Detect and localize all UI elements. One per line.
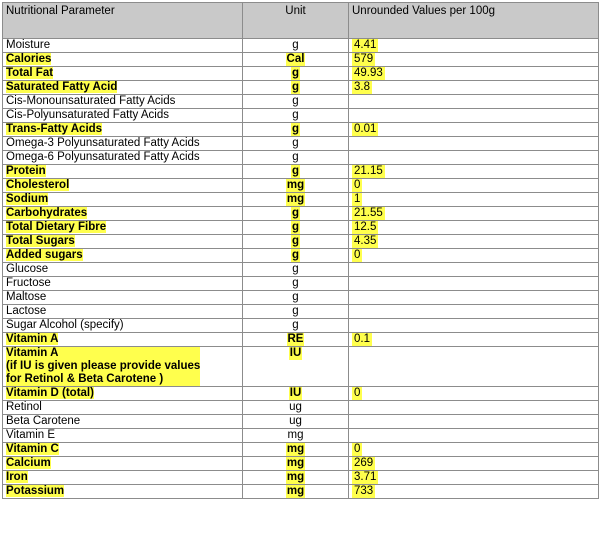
- header-unit-label: Unit: [285, 5, 306, 17]
- unit-cell: [243, 235, 349, 249]
- header-parameter-label: Nutritional Parameter: [6, 5, 115, 17]
- unit-label: g: [292, 95, 299, 107]
- header-value-label: Unrounded Values per 100g: [352, 5, 496, 17]
- table-row: [3, 235, 599, 249]
- value-label: 0: [354, 443, 361, 455]
- table-row: [3, 109, 599, 123]
- header-unit: [243, 3, 349, 39]
- param-label: Calcium: [6, 457, 51, 469]
- unit-label: RE: [287, 333, 304, 345]
- param-cell: [3, 387, 243, 401]
- unit-label: ug: [289, 401, 302, 413]
- unit-label: g: [291, 67, 300, 79]
- param-label: Fructose: [6, 277, 51, 289]
- param-label: Total Fat: [6, 67, 54, 79]
- param-cell: [3, 53, 243, 67]
- param-cell: [3, 193, 243, 207]
- value-cell: [349, 443, 599, 457]
- param-cell: [3, 415, 243, 429]
- unit-label: mg: [286, 179, 305, 191]
- value-label: 0: [354, 179, 361, 191]
- param-label: Added sugars: [6, 249, 83, 261]
- value-cell: [349, 471, 599, 485]
- param-label: Total Sugars: [6, 235, 75, 247]
- table-row: [3, 401, 599, 415]
- value-cell: [349, 415, 599, 429]
- value-label: 0.01: [354, 123, 377, 135]
- table-row: [3, 471, 599, 485]
- value-cell: [349, 221, 599, 235]
- value-label: 21.15: [354, 165, 383, 177]
- param-label: Iron: [6, 471, 28, 483]
- param-cell: [3, 39, 243, 53]
- table-row: [3, 277, 599, 291]
- param-label: Vitamin C: [6, 443, 59, 455]
- unit-label: g: [292, 263, 299, 275]
- unit-label: mg: [286, 471, 305, 483]
- unit-label: g: [292, 39, 299, 51]
- param-cell: [3, 291, 243, 305]
- table-row: [3, 137, 599, 151]
- value-cell: [349, 235, 599, 249]
- param-cell: [3, 263, 243, 277]
- table-row: [3, 221, 599, 235]
- param-cell: [3, 123, 243, 137]
- value-label: 0: [354, 249, 361, 261]
- param-cell: [3, 179, 243, 193]
- param-cell: [3, 249, 243, 263]
- unit-label: IU: [289, 347, 302, 359]
- value-label: 49.93: [354, 67, 383, 79]
- value-cell: [349, 291, 599, 305]
- unit-cell: [243, 53, 349, 67]
- param-cell: [3, 319, 243, 333]
- unit-label: g: [291, 207, 300, 219]
- value-label: 4.35: [354, 235, 377, 247]
- param-cell: [3, 333, 243, 347]
- value-cell: [349, 319, 599, 333]
- param-label: Glucose: [6, 263, 49, 275]
- unit-label: g: [292, 137, 299, 149]
- param-label: Beta Carotene: [6, 415, 81, 427]
- param-cell: [3, 457, 243, 471]
- param-cell: [3, 277, 243, 291]
- param-label: Omega-3 Polyunsaturated Fatty Acids: [6, 137, 200, 149]
- table-row: [3, 123, 599, 137]
- param-cell: [3, 401, 243, 415]
- param-label: Protein: [6, 165, 46, 177]
- unit-cell: [243, 443, 349, 457]
- value-cell: [349, 39, 599, 53]
- param-cell: [3, 81, 243, 95]
- unit-cell: [243, 305, 349, 319]
- value-label: 0: [354, 387, 361, 399]
- value-cell: [349, 123, 599, 137]
- unit-cell: [243, 387, 349, 401]
- param-cell: [3, 347, 243, 387]
- param-cell: [3, 443, 243, 457]
- table-row: [3, 249, 599, 263]
- table-row: [3, 207, 599, 221]
- value-label: 0.1: [354, 333, 370, 345]
- param-label: Vitamin A: [6, 333, 59, 345]
- param-cell: [3, 151, 243, 165]
- param-label: Lactose: [6, 305, 47, 317]
- value-cell: [349, 485, 599, 499]
- param-cell: [3, 109, 243, 123]
- value-label: 12.5: [354, 221, 377, 233]
- param-label: Vitamin E: [6, 429, 56, 441]
- table-body: [3, 39, 599, 499]
- param-cell: [3, 165, 243, 179]
- unit-label: g: [291, 81, 300, 93]
- param-cell: [3, 95, 243, 109]
- unit-label: g: [291, 123, 300, 135]
- unit-label: mg: [286, 485, 305, 497]
- table-row: [3, 305, 599, 319]
- unit-label: g: [292, 151, 299, 163]
- unit-label: g: [291, 165, 300, 177]
- value-cell: [349, 305, 599, 319]
- table-header-row: [3, 3, 599, 39]
- value-cell: [349, 179, 599, 193]
- param-cell: [3, 67, 243, 81]
- param-label: Vitamin A (if IU is given please provide values for Retinol & Beta Carotene ): [6, 347, 201, 385]
- unit-label: g: [292, 291, 299, 303]
- value-cell: [349, 263, 599, 277]
- unit-cell: [243, 333, 349, 347]
- param-cell: [3, 471, 243, 485]
- value-cell: [349, 165, 599, 179]
- unit-label: g: [292, 319, 299, 331]
- param-label: Calories: [6, 53, 52, 65]
- param-label: Trans-Fatty Acids: [6, 123, 103, 135]
- unit-cell: [243, 123, 349, 137]
- value-cell: [349, 457, 599, 471]
- unit-cell: [243, 39, 349, 53]
- unit-label: mg: [286, 193, 305, 205]
- param-label: Saturated Fatty Acid: [6, 81, 118, 93]
- value-cell: [349, 249, 599, 263]
- unit-label: Cal: [286, 53, 305, 65]
- unit-label: mg: [286, 443, 305, 455]
- unit-label: mg: [287, 429, 304, 441]
- table-row: [3, 81, 599, 95]
- value-cell: [349, 151, 599, 165]
- value-cell: [349, 387, 599, 401]
- unit-label: g: [291, 249, 300, 261]
- value-label: 4.41: [354, 39, 377, 51]
- unit-cell: [243, 221, 349, 235]
- param-cell: [3, 137, 243, 151]
- unit-cell: [243, 401, 349, 415]
- unit-cell: [243, 249, 349, 263]
- value-cell: [349, 207, 599, 221]
- unit-cell: [243, 263, 349, 277]
- table-row: [3, 347, 599, 387]
- value-label: 21.55: [354, 207, 383, 219]
- param-label: Omega-6 Polyunsaturated Fatty Acids: [6, 151, 200, 163]
- table-row: [3, 485, 599, 499]
- unit-cell: [243, 207, 349, 221]
- unit-cell: [243, 95, 349, 109]
- param-label: Potassium: [6, 485, 65, 497]
- table-row: [3, 193, 599, 207]
- table-row: [3, 429, 599, 443]
- table-row: [3, 443, 599, 457]
- table-row: [3, 415, 599, 429]
- table-row: [3, 319, 599, 333]
- unit-cell: [243, 137, 349, 151]
- unit-label: ug: [289, 415, 302, 427]
- unit-label: g: [291, 235, 300, 247]
- value-cell: [349, 53, 599, 67]
- unit-cell: [243, 165, 349, 179]
- unit-label: g: [292, 305, 299, 317]
- value-label: 1: [354, 193, 361, 205]
- unit-cell: [243, 151, 349, 165]
- param-label: Sugar Alcohol (specify): [6, 319, 124, 331]
- table-row: [3, 291, 599, 305]
- unit-cell: [243, 471, 349, 485]
- param-cell: [3, 429, 243, 443]
- value-cell: [349, 67, 599, 81]
- table-row: [3, 39, 599, 53]
- unit-cell: [243, 429, 349, 443]
- header-value: [349, 3, 599, 39]
- unit-cell: [243, 277, 349, 291]
- param-label: Sodium: [6, 193, 49, 205]
- value-label: 733: [354, 485, 374, 497]
- unit-label: g: [291, 221, 300, 233]
- table-row: [3, 179, 599, 193]
- unit-label: mg: [286, 457, 305, 469]
- unit-label: g: [292, 277, 299, 289]
- unit-cell: [243, 67, 349, 81]
- table-row: [3, 151, 599, 165]
- param-cell: [3, 221, 243, 235]
- value-cell: [349, 109, 599, 123]
- table-row: [3, 387, 599, 401]
- unit-label: IU: [289, 387, 302, 399]
- param-label: Cis-Monounsaturated Fatty Acids: [6, 95, 176, 107]
- param-label: Carbohydrates: [6, 207, 88, 219]
- value-label: 579: [354, 53, 374, 65]
- value-label: 3.8: [354, 81, 370, 93]
- table-row: [3, 95, 599, 109]
- value-cell: [349, 401, 599, 415]
- value-cell: [349, 277, 599, 291]
- unit-cell: [243, 109, 349, 123]
- table-row: [3, 457, 599, 471]
- param-cell: [3, 235, 243, 249]
- param-label: Cis-Polyunsaturated Fatty Acids: [6, 109, 169, 121]
- param-label: Cholesterol: [6, 179, 70, 191]
- param-label: Maltose: [6, 291, 47, 303]
- value-cell: [349, 95, 599, 109]
- unit-cell: [243, 319, 349, 333]
- unit-cell: [243, 415, 349, 429]
- unit-cell: [243, 291, 349, 305]
- param-cell: [3, 207, 243, 221]
- unit-label: g: [292, 109, 299, 121]
- value-cell: [349, 333, 599, 347]
- unit-cell: [243, 485, 349, 499]
- table-row: [3, 67, 599, 81]
- value-cell: [349, 137, 599, 151]
- param-label: Total Dietary Fibre: [6, 221, 107, 233]
- table-row: [3, 263, 599, 277]
- nutrition-table: [2, 2, 599, 499]
- param-label: Retinol: [6, 401, 42, 413]
- table-row: [3, 53, 599, 67]
- table-row: [3, 333, 599, 347]
- value-cell: [349, 81, 599, 95]
- value-cell: [349, 429, 599, 443]
- param-cell: [3, 485, 243, 499]
- unit-cell: [243, 457, 349, 471]
- unit-cell: [243, 179, 349, 193]
- value-label: 3.71: [354, 471, 377, 483]
- table-row: [3, 165, 599, 179]
- param-label: Moisture: [6, 39, 51, 51]
- param-cell: [3, 305, 243, 319]
- unit-cell: [243, 193, 349, 207]
- header-parameter: [3, 3, 243, 39]
- value-cell: [349, 347, 599, 387]
- unit-cell: [243, 81, 349, 95]
- unit-cell: [243, 347, 349, 387]
- value-cell: [349, 193, 599, 207]
- param-label: Vitamin D (total): [6, 387, 94, 399]
- value-label: 269: [354, 457, 374, 469]
